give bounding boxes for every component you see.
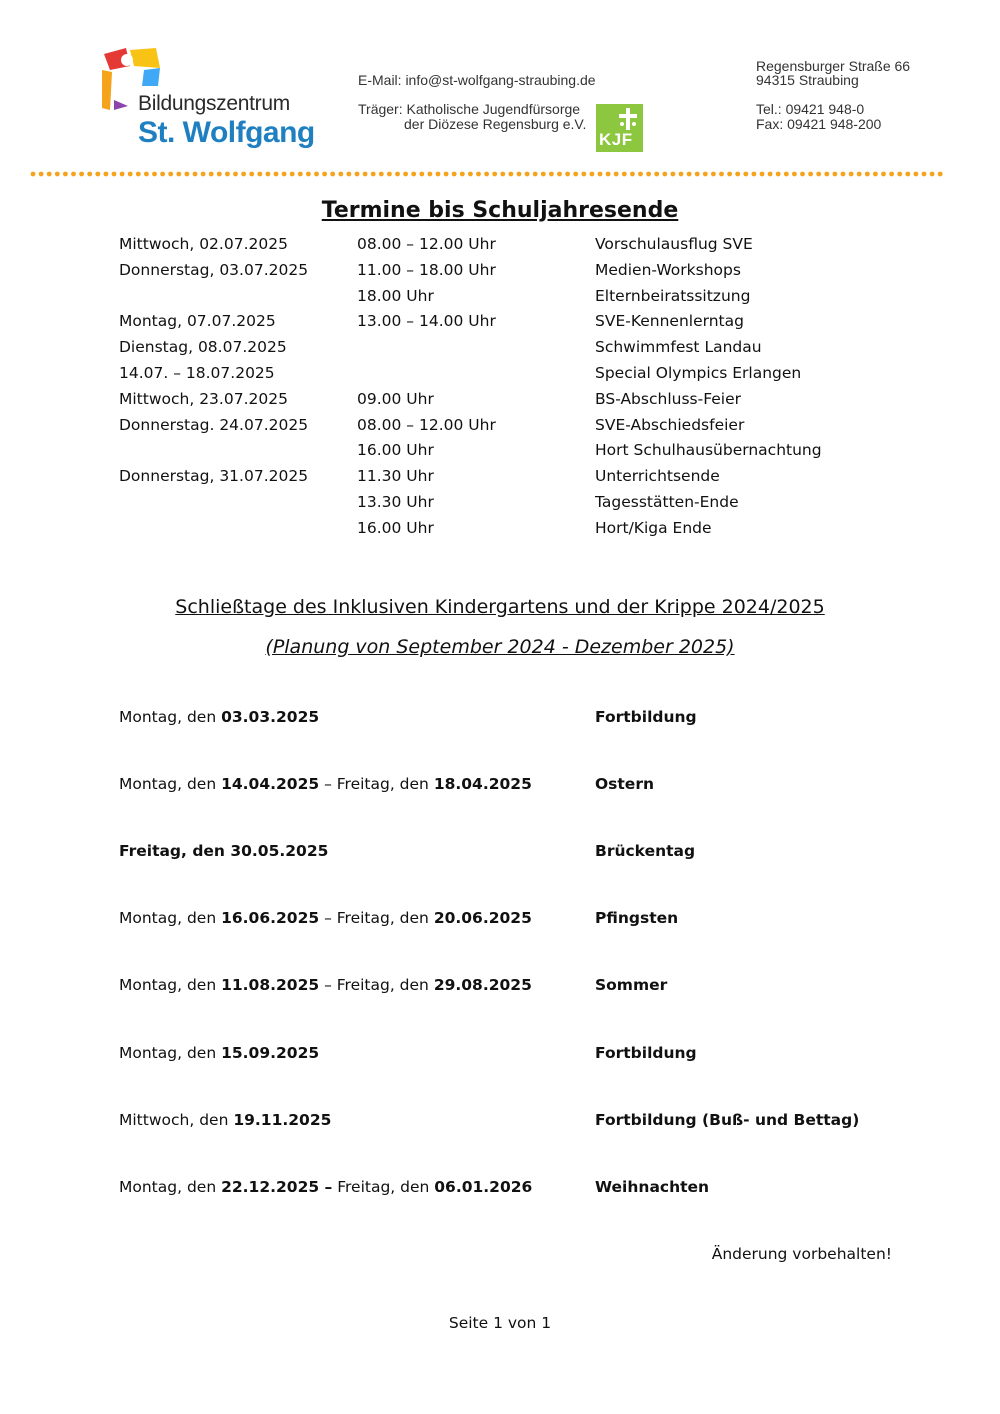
organization-logo (100, 46, 315, 156)
closure-start-date: 11.08.2025 (221, 976, 320, 995)
event-time: 13.00 – 14.00 Uhr (357, 312, 496, 331)
event-date: Mittwoch, 23.07.2025 (119, 389, 288, 408)
event-row (119, 338, 879, 364)
event-activity: Tagesstätten-Ende (595, 493, 739, 511)
closure-row (119, 1111, 879, 1135)
closure-end-date: 29.08.2025 (433, 976, 532, 995)
closure-start-date: 22.12.2025 – (221, 1177, 333, 1196)
event-activity: SVE-Kennenlerntag (595, 312, 744, 331)
traeger-line2: der Diözese Regensburg e.V. (404, 116, 587, 132)
traeger-line1: Träger: Katholische Jugendfürsorge (358, 101, 581, 117)
event-time: 16.00 Uhr (357, 441, 434, 460)
closure-connector: Freitag, den (332, 1177, 435, 1196)
closure-dates (119, 708, 319, 726)
closure-prefix: Montag, den (119, 1177, 222, 1196)
logo-text-line1: Bildungszentrum (138, 92, 290, 115)
event-date: Dienstag, 08.07.2025 (119, 338, 287, 357)
closure-row (119, 976, 879, 1000)
event-activity: Vorschulausflug SVE (595, 235, 753, 253)
closure-prefix: Montag, den (119, 708, 222, 726)
closure-prefix: Mittwoch, den (119, 1110, 234, 1129)
closure-start-date: Freitag, den 30.05.2025 (119, 842, 329, 861)
closure-prefix: Montag, den (119, 1043, 222, 1062)
closure-dates (119, 976, 532, 994)
event-time: 11.00 – 18.00 Uhr (357, 260, 496, 279)
event-time: 13.30 Uhr (357, 493, 434, 511)
event-date: Donnerstag, 03.07.2025 (119, 260, 309, 279)
closure-start-date: 03.03.2025 (221, 708, 320, 726)
closure-dates (119, 909, 532, 927)
event-date: Montag, 07.07.2025 (119, 312, 276, 331)
event-date: Donnerstag, 31.07.2025 (119, 467, 309, 486)
event-time: 08.00 – 12.00 Uhr (357, 415, 496, 434)
change-note: Änderung vorbehalten! (711, 1245, 892, 1263)
closure-end-date: 18.04.2025 (433, 775, 532, 794)
event-row (119, 519, 879, 545)
fax-text: Fax: 09421 948-200 (756, 116, 882, 132)
event-row (119, 441, 879, 467)
closure-dates (119, 775, 532, 793)
event-time: 11.30 Uhr (357, 467, 434, 486)
closure-prefix: Montag, den (119, 775, 222, 794)
events-title: Termine bis Schuljahresende (321, 198, 679, 223)
page-number: Seite 1 von 1 (448, 1314, 552, 1332)
closure-row (119, 842, 879, 866)
closure-connector: – Freitag, den (319, 976, 434, 995)
event-activity: BS-Abschluss-Feier (595, 389, 742, 408)
closure-start-date: 19.11.2025 (233, 1110, 332, 1129)
event-row (119, 493, 879, 519)
event-row (119, 364, 879, 390)
event-row (119, 390, 879, 416)
closure-reason: Fortbildung (Buß- und Bettag) (595, 1110, 860, 1129)
closure-dates (119, 842, 328, 860)
event-time: 09.00 Uhr (357, 389, 434, 408)
event-time: 18.00 Uhr (357, 286, 434, 305)
event-activity: Unterrichtsende (595, 467, 720, 486)
logo-text-line2: St. Wolfgang (138, 116, 315, 149)
closure-reason: Ostern (595, 775, 655, 794)
kjf-label: KJF (599, 130, 633, 149)
closure-reason: Sommer (595, 976, 668, 995)
closures-subtitle: (Planung von September 2024 - Dezember 2025) (265, 636, 735, 658)
event-time: 08.00 – 12.00 Uhr (357, 235, 496, 253)
event-activity: Schwimmfest Landau (595, 338, 762, 357)
closures-title: Schließtage des Inklusiven Kindergartens und der Krippe 2024/2025 (175, 596, 825, 618)
closure-start-date: 16.06.2025 (221, 909, 320, 928)
closure-connector: – Freitag, den (319, 909, 434, 928)
closure-reason: Fortbildung (595, 708, 697, 726)
event-date: Mittwoch, 02.07.2025 (119, 235, 288, 253)
address-line1: Regensburger Straße 66 (756, 58, 911, 74)
event-row (119, 235, 879, 261)
event-time: 16.00 Uhr (357, 518, 434, 537)
event-activity: Hort Schulhausübernachtung (595, 441, 822, 460)
closure-start-date: 14.04.2025 (221, 775, 320, 794)
closure-reason: Weihnachten (595, 1177, 710, 1196)
closure-end-date: 06.01.2026 (434, 1177, 533, 1196)
closure-dates (119, 1111, 331, 1129)
event-row (119, 416, 879, 442)
closure-reason: Brückentag (595, 842, 696, 861)
closure-row (119, 1044, 879, 1068)
event-date: 14.07. – 18.07.2025 (119, 364, 275, 382)
event-activity: SVE-Abschiedsfeier (595, 415, 745, 434)
closure-row (119, 909, 879, 933)
closure-start-date: 15.09.2025 (221, 1043, 320, 1062)
closure-prefix: Montag, den (119, 976, 222, 995)
closure-reason: Fortbildung (595, 1043, 697, 1062)
email-text: E-Mail: info@st-wolfgang-straubing.de (358, 72, 596, 88)
event-activity: Hort/Kiga Ende (595, 518, 712, 537)
closure-dates (119, 1044, 319, 1062)
event-activity: Medien-Workshops (595, 260, 741, 279)
kjf-logo (596, 104, 643, 152)
closure-dates (119, 1178, 532, 1196)
event-row (119, 287, 879, 313)
closure-row (119, 1178, 879, 1202)
closure-connector: – Freitag, den (319, 775, 434, 794)
dotted-divider (30, 170, 945, 178)
kjf-cross-icon (618, 108, 638, 130)
event-activity: Special Olympics Erlangen (595, 364, 802, 382)
address-line2: 94315 Straubing (756, 72, 859, 88)
event-row (119, 467, 879, 493)
closure-reason: Pfingsten (595, 909, 679, 928)
phone-text: Tel.: 09421 948-0 (756, 101, 865, 117)
closure-row (119, 775, 879, 799)
closure-prefix: Montag, den (119, 909, 222, 928)
event-row (119, 261, 879, 287)
closure-row (119, 708, 879, 732)
event-activity: Elternbeiratssitzung (595, 286, 751, 305)
event-date: Donnerstag. 24.07.2025 (119, 415, 309, 434)
event-row (119, 312, 879, 338)
closure-end-date: 20.06.2025 (433, 909, 532, 928)
